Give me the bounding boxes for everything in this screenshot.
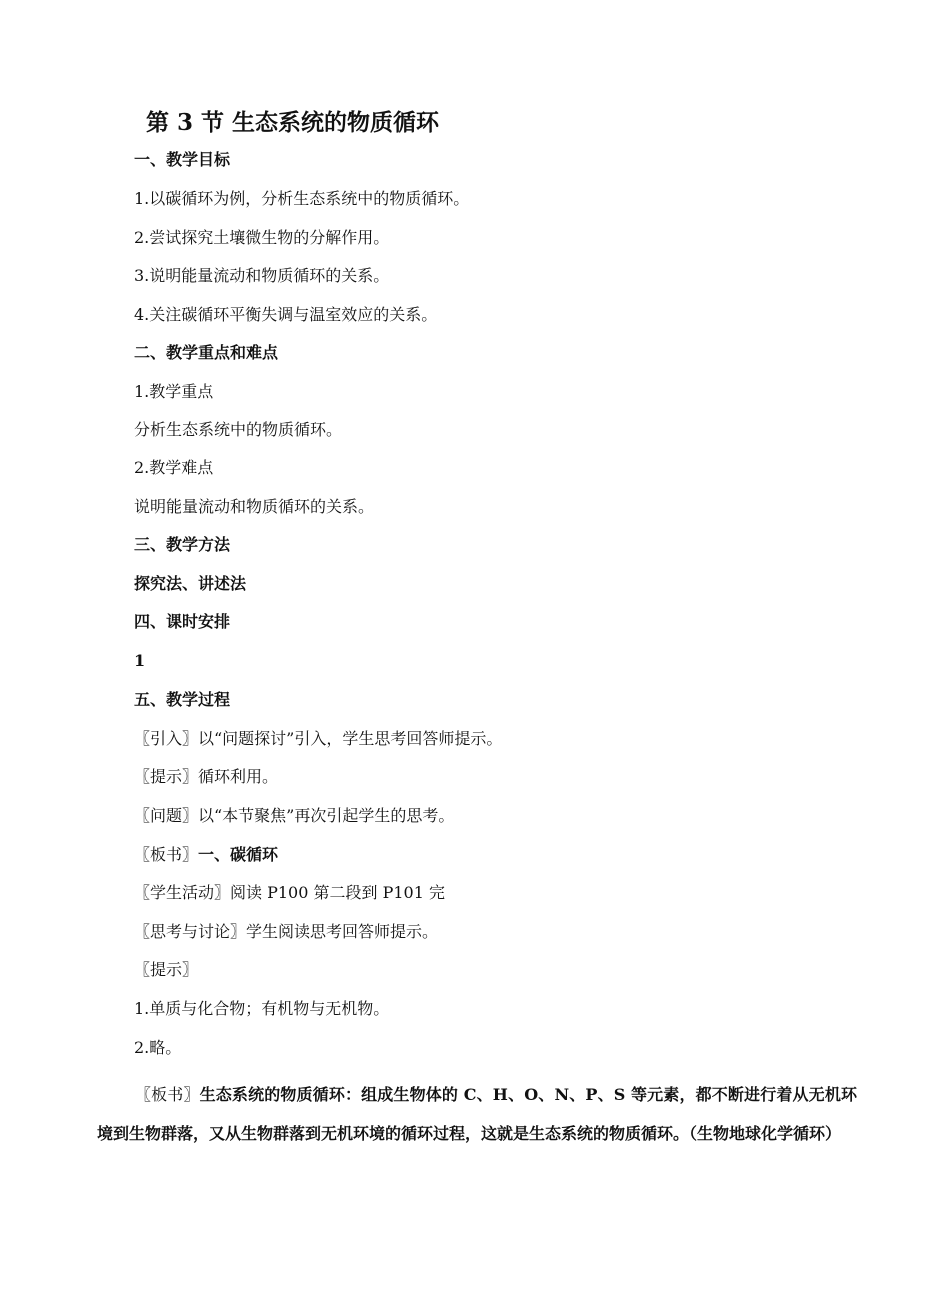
process-board-carbon [134, 845, 278, 865]
section-heading-process: 五、教学过程 [134, 690, 231, 709]
process-intro: 〖引入〗以“问题探讨”引入，学生思考回答师提示。 [134, 729, 503, 748]
answer-item: 2.略。 [134, 1038, 182, 1057]
board-definition-text: 生态系统的物质循环：组成生物体的 C、H、O、N、P、S 等元素，都不断进行着从无机环境到生物群落，又从生物群落到无机环境的循环过程，这就是生态系统的物质循环。（生物地球化学循环） [97, 1085, 857, 1143]
section-heading-methods: 三、教学方法 [134, 535, 231, 554]
difficulty-text: 说明能量流动和物质循环的关系。 [134, 497, 375, 516]
objective-item: 1.以碳循环为例，分析生态系统中的物质循环。 [134, 189, 470, 208]
methods-text: 探究法、讲述法 [134, 574, 247, 593]
objective-item: 2.尝试探究土壤微生物的分解作用。 [134, 228, 390, 247]
board-prefix: 〖板书〗 [135, 1085, 200, 1104]
objective-item: 4.关注碳循环平衡失调与温室效应的关系。 [134, 305, 438, 324]
process-hint: 〖提示〗循环利用。 [134, 767, 279, 786]
difficulty-label: 2.教学难点 [134, 458, 214, 477]
board-text: 一、碳循环 [198, 845, 279, 864]
section-heading-key-points: 二、教学重点和难点 [134, 343, 279, 362]
process-hint: 〖提示〗 [134, 960, 199, 979]
key-point-text: 分析生态系统中的物质循环。 [134, 420, 343, 439]
section-heading-objectives: 一、教学目标 [134, 150, 231, 169]
key-point-label: 1.教学重点 [134, 382, 214, 401]
process-discussion: 〖思考与讨论〗学生阅读思考回答师提示。 [134, 922, 439, 941]
page-title: 第 3 节 生态系统的物质循环 [146, 109, 440, 136]
answer-item: 1.单质与化合物；有机物与无机物。 [134, 999, 390, 1018]
schedule-text: 1 [134, 651, 146, 670]
process-activity: 〖学生活动〗阅读 P100 第二段到 P101 完 [134, 883, 445, 902]
board-prefix: 〖板书〗 [134, 845, 199, 864]
section-heading-schedule: 四、课时安排 [134, 612, 231, 631]
board-definition-paragraph [97, 1076, 857, 1153]
process-question: 〖问题〗以“本节聚焦”再次引起学生的思考。 [134, 806, 455, 825]
objective-item: 3.说明能量流动和物质循环的关系。 [134, 266, 390, 285]
